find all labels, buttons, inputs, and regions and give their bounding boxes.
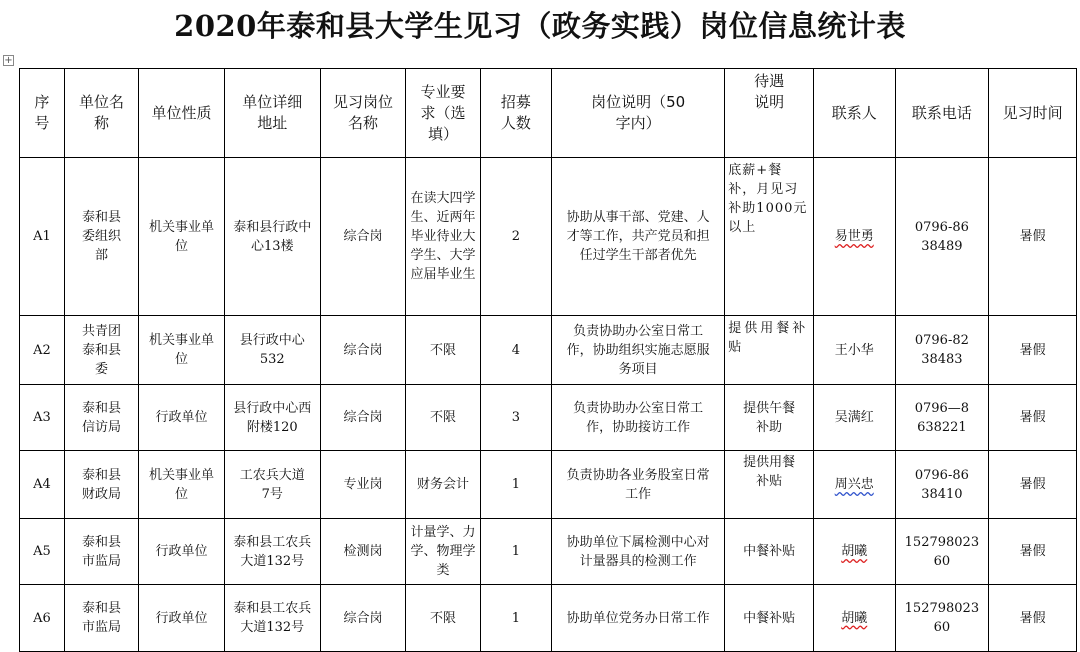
- cell-desc: 协助单位党务办日常工作: [552, 585, 725, 652]
- cell-seq: A4: [20, 451, 65, 519]
- cell-unit-type: 行政单位: [139, 519, 225, 585]
- header-major: 专业要求（选填）: [406, 69, 480, 158]
- cell-phone: 0796-8638489: [895, 158, 989, 316]
- cell-address: 泰和县工农兵大道132号: [224, 519, 320, 585]
- header-count: 招募人数: [480, 69, 551, 158]
- table-move-handle-icon[interactable]: +: [4, 55, 13, 66]
- cell-phone: 15279802360: [895, 585, 989, 652]
- table-row: [20, 385, 1077, 451]
- cell-unit-name: 泰和县市监局: [64, 585, 138, 652]
- cell-seq: A1: [20, 158, 65, 316]
- header-unit-name: 单位名称: [64, 69, 138, 158]
- header-desc: 岗位说明（50字内）: [552, 69, 725, 158]
- cell-unit-name: 泰和县信访局: [64, 385, 138, 451]
- cell-time: 暑假: [989, 158, 1077, 316]
- cell-seq: A3: [20, 385, 65, 451]
- cell-time: 暑假: [989, 519, 1077, 585]
- cell-contact: 胡曦: [841, 610, 868, 626]
- cell-time: 暑假: [989, 385, 1077, 451]
- cell-unit-type: 机关事业单位: [139, 158, 225, 316]
- cell-phone: 0796-8638410: [895, 451, 989, 519]
- header-contact: 联系人: [813, 69, 895, 158]
- cell-benefit: 提供用餐补贴: [725, 316, 814, 385]
- cell-desc: 协助从事干部、党建、人才等工作，共产党员和担任过学生干部者优先: [552, 158, 725, 316]
- cell-time: 暑假: [989, 451, 1077, 519]
- table-row: [20, 451, 1077, 519]
- cell-benefit: 中餐补贴: [725, 585, 814, 652]
- cell-major: 在读大四学生、近两年毕业待业大学生、大学应届毕业生: [406, 158, 480, 316]
- cell-contact: 胡曦: [841, 544, 868, 559]
- cell-address: 泰和县行政中心13楼: [224, 158, 320, 316]
- cell-position: 综合岗: [320, 316, 406, 385]
- cell-contact: 周兴忠: [834, 477, 874, 492]
- cell-major: 不限: [406, 585, 480, 652]
- header-benefit: 待遇说明: [725, 69, 814, 158]
- cell-position: 综合岗: [320, 158, 406, 316]
- cell-phone: 0796—8638221: [895, 385, 989, 451]
- header-unit-type: 单位性质: [139, 69, 225, 158]
- cell-unit-name: 泰和县委组织部: [64, 158, 138, 316]
- cell-contact: 易世勇: [834, 229, 874, 244]
- cell-major: 不限: [406, 316, 480, 385]
- cell-benefit: 提供午餐补助: [725, 385, 814, 451]
- cell-unit-name: 共青团泰和县委: [64, 316, 138, 385]
- cell-address: 工农兵大道7号: [224, 451, 320, 519]
- cell-position: 综合岗: [320, 585, 406, 652]
- cell-address: 县行政中心西附楼120: [224, 385, 320, 451]
- cell-count: 1: [480, 585, 551, 652]
- header-position: 见习岗位名称: [320, 69, 406, 158]
- table-row: [20, 585, 1077, 652]
- cell-contact: 王小华: [813, 316, 895, 385]
- cell-unit-type: 机关事业单位: [139, 451, 225, 519]
- cell-count: 1: [480, 519, 551, 585]
- page-title: 2020年泰和县大学生见习（政务实践）岗位信息统计表: [174, 9, 906, 43]
- cell-desc: 负责协助各业务股室日常工作: [552, 451, 725, 519]
- cell-phone: 15279802360: [895, 519, 989, 585]
- cell-time: 暑假: [989, 316, 1077, 385]
- cell-unit-name: 泰和县财政局: [64, 451, 138, 519]
- header-seq: 序号: [20, 69, 65, 158]
- header-address: 单位详细地址: [224, 69, 320, 158]
- cell-count: 1: [480, 451, 551, 519]
- cell-major: 财务会计: [406, 451, 480, 519]
- cell-unit-type: 行政单位: [139, 585, 225, 652]
- cell-seq: A6: [20, 585, 65, 652]
- cell-count: 3: [480, 385, 551, 451]
- cell-contact: 吴满红: [813, 385, 895, 451]
- cell-benefit: 底薪+餐补，月见习补助1000元以上: [725, 158, 814, 316]
- table-row: [20, 158, 1077, 316]
- cell-seq: A2: [20, 316, 65, 385]
- table-row: [20, 316, 1077, 385]
- cell-desc: 负责协助办公室日常工作，协助组织实施志愿服务项目: [552, 316, 725, 385]
- header-time: 见习时间: [989, 69, 1077, 158]
- cell-phone: 0796-8238483: [895, 316, 989, 385]
- cell-benefit: 中餐补贴: [725, 519, 814, 585]
- cell-time: 暑假: [989, 585, 1077, 652]
- position-table: [19, 68, 1077, 652]
- cell-count: 4: [480, 316, 551, 385]
- table-row: [20, 519, 1077, 585]
- cell-position: 检测岗: [320, 519, 406, 585]
- cell-major: 不限: [406, 385, 480, 451]
- cell-desc: 负责协助办公室日常工作，协助接访工作: [552, 385, 725, 451]
- cell-count: 2: [480, 158, 551, 316]
- cell-benefit: 提供用餐补贴: [725, 451, 814, 519]
- cell-major: 计量学、力学、物理学类: [406, 519, 480, 585]
- header-row: [20, 69, 1077, 158]
- cell-seq: A5: [20, 519, 65, 585]
- cell-address: 泰和县工农兵大道132号: [224, 585, 320, 652]
- header-phone: 联系电话: [895, 69, 989, 158]
- cell-position: 专业岗: [320, 451, 406, 519]
- cell-unit-name: 泰和县市监局: [64, 519, 138, 585]
- cell-unit-type: 机关事业单位: [139, 316, 225, 385]
- cell-desc: 协助单位下属检测中心对计量器具的检测工作: [552, 519, 725, 585]
- cell-unit-type: 行政单位: [139, 385, 225, 451]
- cell-address: 县行政中心532: [224, 316, 320, 385]
- cell-position: 综合岗: [320, 385, 406, 451]
